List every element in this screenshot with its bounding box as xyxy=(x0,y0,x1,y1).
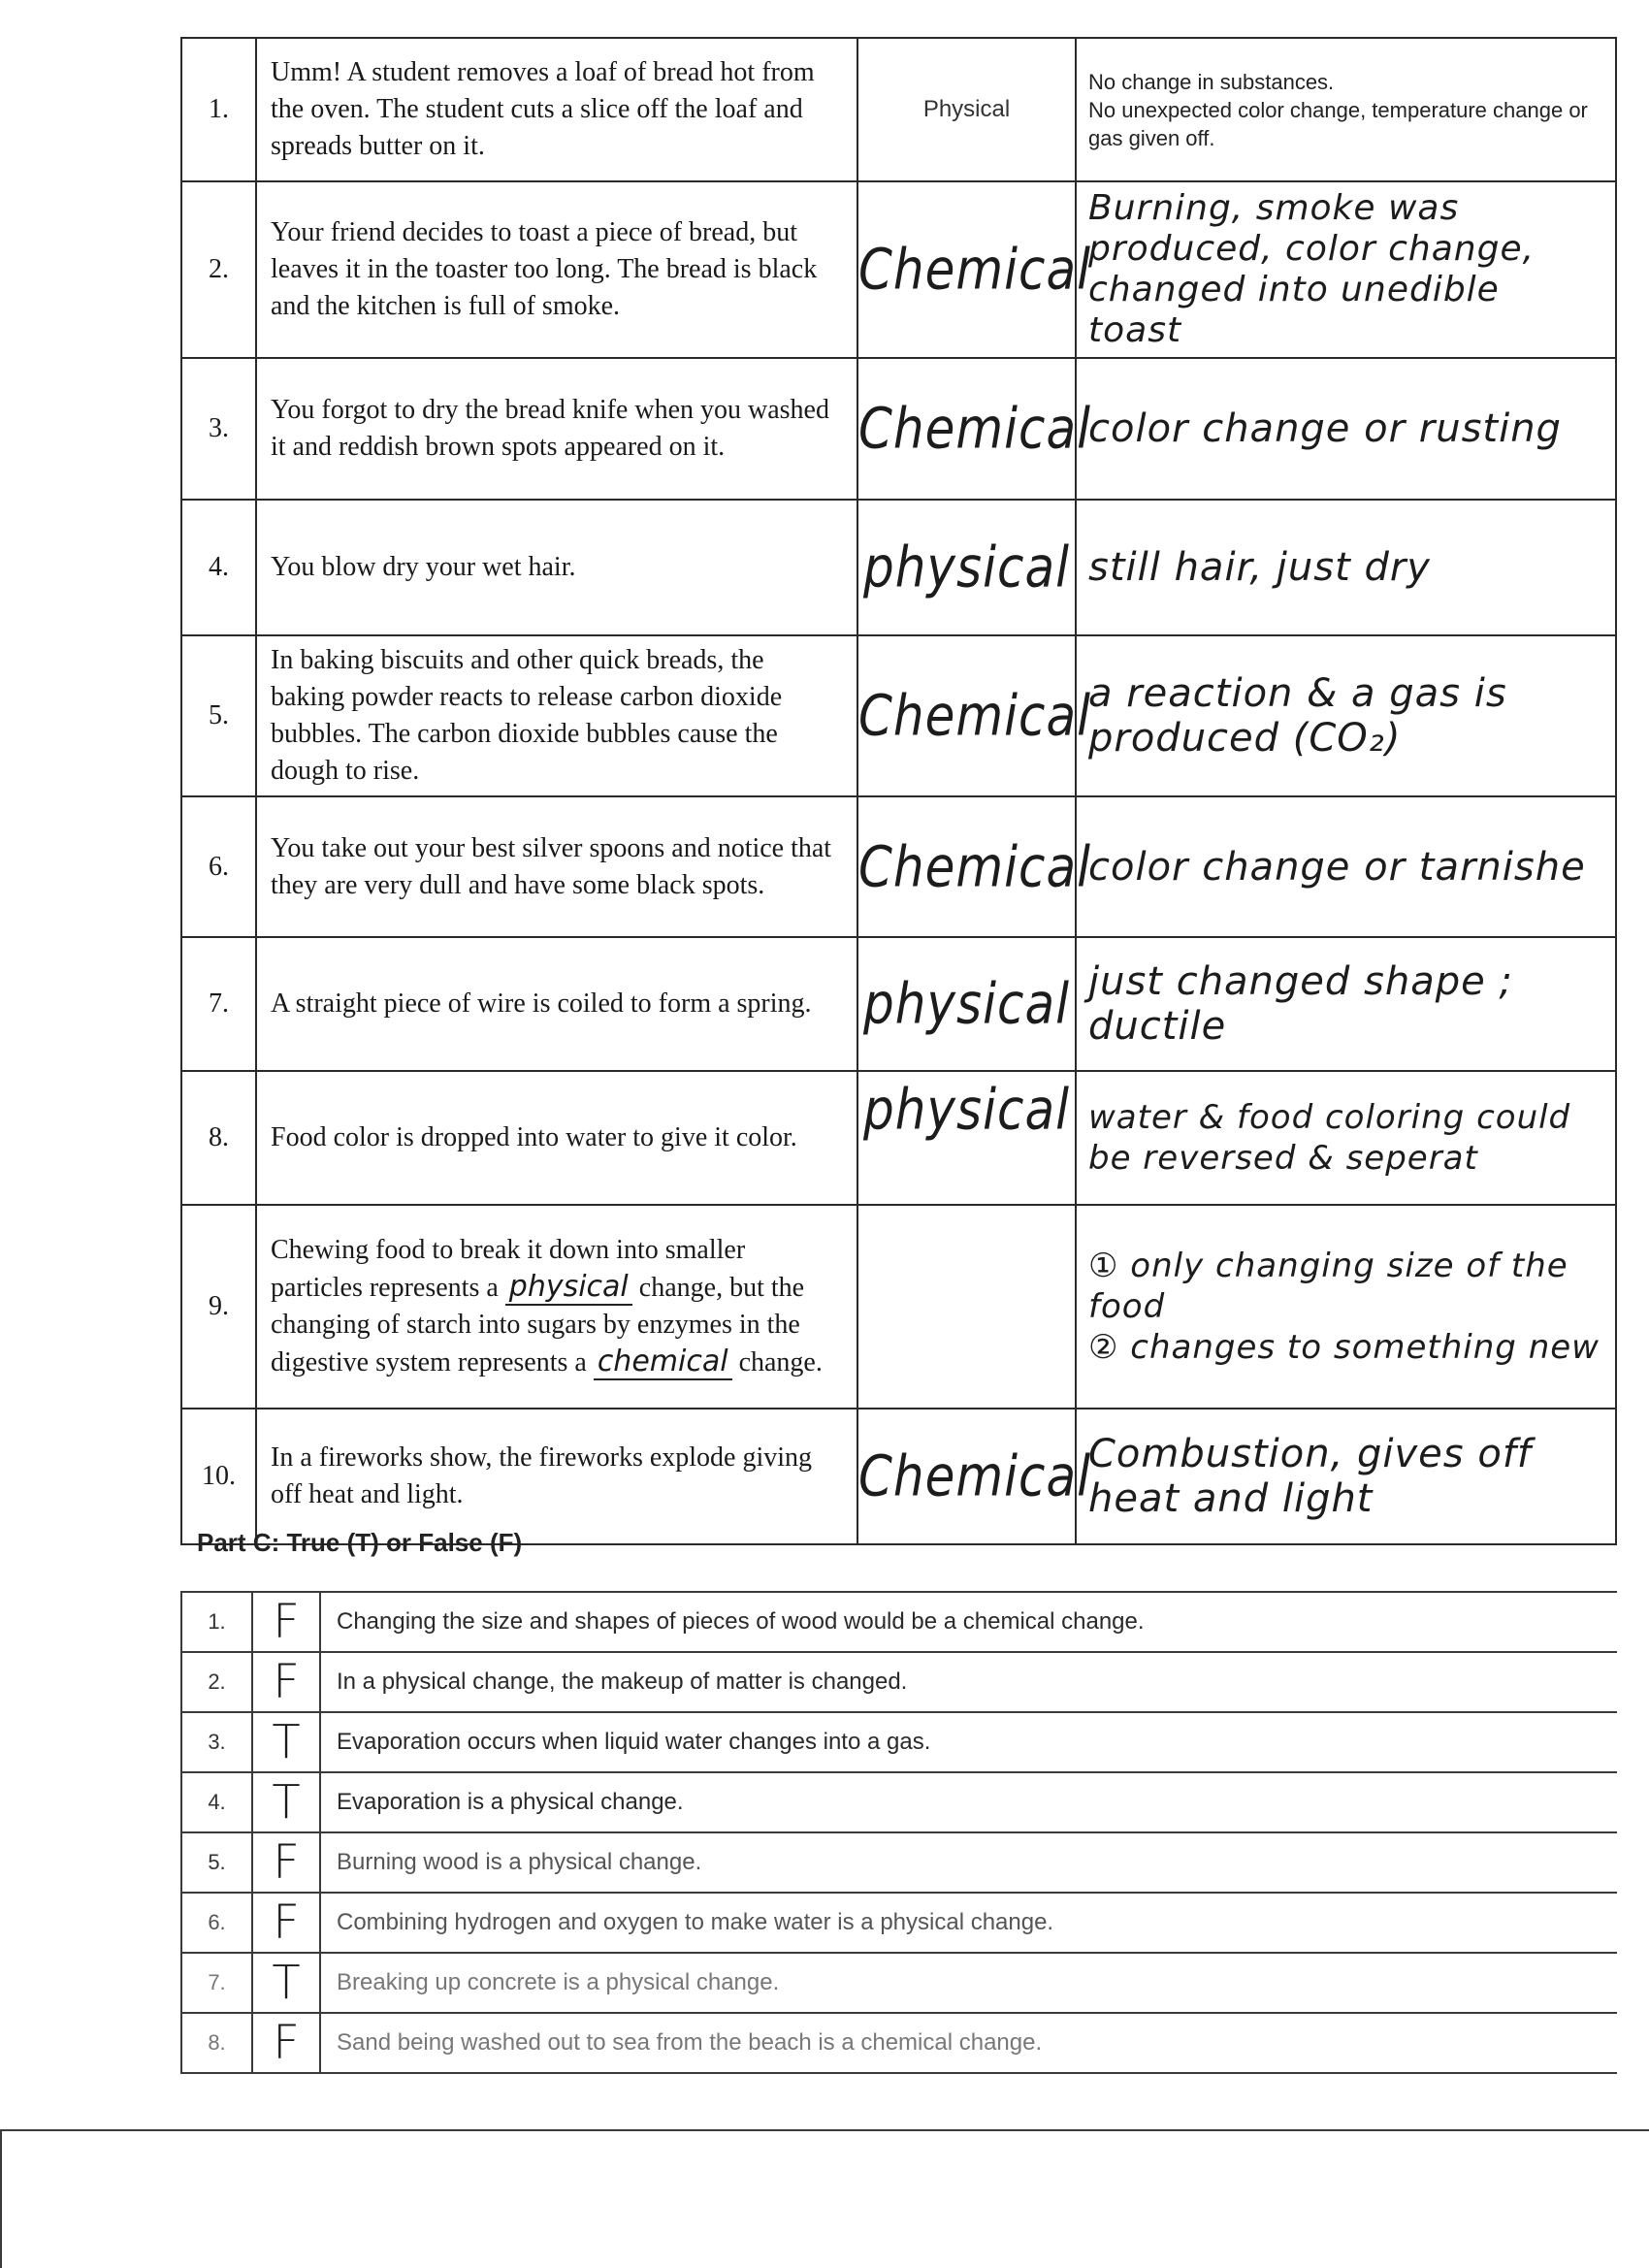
true-false-table xyxy=(180,1591,1617,2074)
table-row xyxy=(181,635,1616,796)
table-row xyxy=(181,1893,1617,1953)
tf-statement: Breaking up concrete is a physical change. xyxy=(320,1953,1617,2013)
table-row xyxy=(181,500,1616,635)
tf-statement: Evaporation occurs when liquid water changes into a gas. xyxy=(320,1712,1617,1772)
row-number: 5. xyxy=(181,635,256,796)
tf-number: 4. xyxy=(181,1772,252,1832)
description-text: Chewing food to break it down into smaller particles represents a xyxy=(271,1235,746,1303)
table-row xyxy=(181,2013,1617,2073)
table-row xyxy=(181,1953,1617,2013)
tf-statement: Sand being washed out to sea from the beach is a chemical change. xyxy=(320,2013,1617,2073)
explanation-2: ② changes to something new xyxy=(1088,1328,1600,1367)
table-row xyxy=(181,1772,1617,1832)
table-row xyxy=(181,38,1616,181)
change-type: physical xyxy=(863,971,1070,1037)
row-description: Your friend decides to toast a piece of bread, but leaves it in the toaster too long. The bread is black and the kitchen is full of smoke. xyxy=(256,181,857,358)
explanation-1: ① only changing size of the food xyxy=(1088,1247,1568,1326)
description-text: change. xyxy=(731,1347,823,1377)
change-type: Physical xyxy=(922,96,1011,122)
change-type: physical xyxy=(863,1077,1070,1143)
explanation: just changed shape ; ductile xyxy=(1088,959,1513,1049)
table-row xyxy=(181,358,1616,500)
explanation: color change or rusting xyxy=(1088,406,1562,451)
table-row xyxy=(181,1592,1617,1652)
explanation: Burning, smoke was produced, color change, changed into unedible toast xyxy=(1088,188,1536,350)
scan-edge xyxy=(0,2129,1649,2131)
row-description: You take out your best silver spoons and notice that they are very dull and have some black spots. xyxy=(256,796,857,937)
row-number: 2. xyxy=(181,181,256,358)
tf-answer: F xyxy=(252,1832,320,1893)
scan-edge xyxy=(0,2129,2,2268)
tf-number: 6. xyxy=(181,1893,252,1953)
tf-number: 1. xyxy=(181,1592,252,1652)
explanation: No change in substances. No unexpected color change, temperature change or gas given off. xyxy=(1088,69,1588,150)
tf-answer: F xyxy=(252,1893,320,1953)
row-description: You forgot to dry the bread knife when you washed it and reddish brown spots appeared on it. xyxy=(256,358,857,500)
explanation: a reaction & a gas is produced (CO₂) xyxy=(1088,671,1507,761)
change-type: Chemical xyxy=(858,683,1091,749)
blank-answer-physical: physical xyxy=(505,1270,632,1306)
tf-number: 8. xyxy=(181,2013,252,2073)
tf-number: 7. xyxy=(181,1953,252,2013)
row-description: A straight piece of wire is coiled to form a spring. xyxy=(256,937,857,1071)
row-number: 8. xyxy=(181,1071,256,1205)
change-type: physical xyxy=(863,535,1070,600)
table-row xyxy=(181,937,1616,1071)
row-number: 1. xyxy=(181,38,256,181)
tf-answer: T xyxy=(252,1772,320,1832)
explanation: color change or tarnishe xyxy=(1088,844,1586,890)
description-text: change, but the changing of starch into sugars by enzymes in the digestive system represents a xyxy=(271,1273,805,1377)
row-number: 6. xyxy=(181,796,256,937)
blank-answer-chemical: chemical xyxy=(594,1345,732,1380)
row-number: 9. xyxy=(181,1205,256,1409)
tf-statement: Burning wood is a physical change. xyxy=(320,1832,1617,1893)
part-c-title: Part C: True (T) or False (F) xyxy=(197,1528,523,1557)
row-description: Umm! A student removes a loaf of bread hot from the oven. The student cuts a slice off the loaf and spreads butter on it. xyxy=(256,38,857,181)
tf-answer: F xyxy=(252,1592,320,1652)
row-description: In a fireworks show, the fireworks explode giving off heat and light. xyxy=(256,1409,857,1544)
row-description: You blow dry your wet hair. xyxy=(256,500,857,635)
row-number: 3. xyxy=(181,358,256,500)
tf-number: 3. xyxy=(181,1712,252,1772)
table-row xyxy=(181,1652,1617,1712)
table-row xyxy=(181,181,1616,358)
tf-answer: T xyxy=(252,1953,320,2013)
tf-number: 2. xyxy=(181,1652,252,1712)
table-row xyxy=(181,796,1616,937)
change-type: Chemical xyxy=(858,834,1091,899)
table-row xyxy=(181,1071,1616,1205)
row-number: 4. xyxy=(181,500,256,635)
table-row xyxy=(181,1205,1616,1409)
tf-answer: F xyxy=(252,2013,320,2073)
table-row xyxy=(181,1832,1617,1893)
row-description: Food color is dropped into water to give it color. xyxy=(256,1071,857,1205)
tf-answer: F xyxy=(252,1652,320,1712)
physical-chemical-table xyxy=(180,37,1617,1545)
table-row xyxy=(181,1712,1617,1772)
change-type: Chemical xyxy=(858,396,1091,462)
change-type: Chemical xyxy=(858,237,1091,303)
table-row xyxy=(181,1409,1616,1544)
explanation: still hair, just dry xyxy=(1088,545,1431,590)
row-description: In baking biscuits and other quick breads, the baking powder reacts to release carbon dioxide bubbles. The carbon dioxide bubbles cause the dough to rise. xyxy=(256,635,857,796)
row-description xyxy=(256,1205,857,1409)
change-type: Chemical xyxy=(858,1443,1091,1509)
tf-statement: Combining hydrogen and oxygen to make water is a physical change. xyxy=(320,1893,1617,1953)
tf-statement: In a physical change, the makeup of matter is changed. xyxy=(320,1652,1617,1712)
tf-statement: Changing the size and shapes of pieces of wood would be a chemical change. xyxy=(320,1592,1617,1652)
explanation: water & food coloring could be reversed & seperat xyxy=(1088,1098,1571,1178)
tf-number: 5. xyxy=(181,1832,252,1893)
row-number: 7. xyxy=(181,937,256,1071)
tf-answer: T xyxy=(252,1712,320,1772)
row-number: 10. xyxy=(181,1409,256,1544)
explanation: Combustion, gives off heat and light xyxy=(1088,1432,1532,1521)
tf-statement: Evaporation is a physical change. xyxy=(320,1772,1617,1832)
